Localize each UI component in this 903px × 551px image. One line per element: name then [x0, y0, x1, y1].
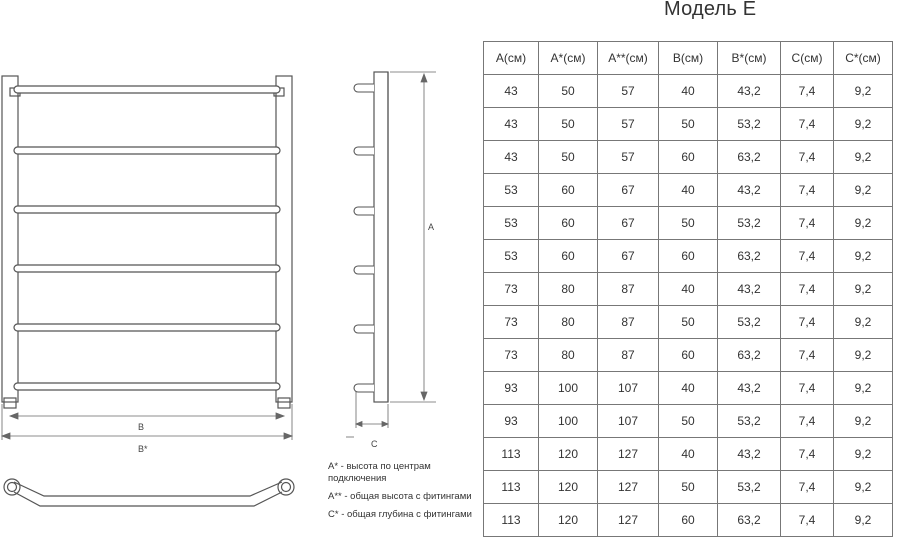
table-row: [484, 273, 893, 306]
table-cell: 7,4: [781, 339, 834, 372]
rung: [14, 86, 280, 93]
table-row: [484, 471, 893, 504]
table-cell: 107: [598, 405, 659, 438]
table-cell: 43: [484, 108, 539, 141]
rung: [14, 147, 280, 154]
dimension-c-label: C: [371, 439, 378, 449]
left-post: [2, 76, 18, 402]
table-cell: 9,2: [834, 174, 893, 207]
column-header: A(см): [484, 42, 539, 75]
table-cell: 40: [659, 273, 718, 306]
table-cell: 53: [484, 174, 539, 207]
table-cell: 40: [659, 372, 718, 405]
table-cell: 7,4: [781, 273, 834, 306]
table-row: [484, 339, 893, 372]
table-cell: 7,4: [781, 108, 834, 141]
table-cell: 60: [539, 207, 598, 240]
table-cell: 50: [659, 405, 718, 438]
table-cell: 57: [598, 141, 659, 174]
table-row: [484, 75, 893, 108]
table-cell: 60: [539, 174, 598, 207]
table-cell: 120: [539, 504, 598, 537]
table-cell: 53: [484, 240, 539, 273]
table-cell: 53,2: [718, 306, 781, 339]
column-header: A*(см): [539, 42, 598, 75]
table-cell: 7,4: [781, 141, 834, 174]
table-cell: 43: [484, 75, 539, 108]
right-post: [276, 76, 292, 402]
table-cell: 50: [539, 108, 598, 141]
table-row: [484, 438, 893, 471]
table-cell: 50: [659, 306, 718, 339]
table-cell: 7,4: [781, 438, 834, 471]
rung: [14, 324, 280, 331]
table-cell: 67: [598, 174, 659, 207]
table-cell: 9,2: [834, 108, 893, 141]
table-row: [484, 141, 893, 174]
table-cell: 50: [539, 141, 598, 174]
table-row: [484, 108, 893, 141]
column-header: C*(см): [834, 42, 893, 75]
table-cell: 60: [659, 504, 718, 537]
table-cell: 9,2: [834, 306, 893, 339]
table-row: [484, 306, 893, 339]
table-row: [484, 207, 893, 240]
note-c-star: C* - общая глубина с фитингами: [328, 509, 472, 520]
table-cell: 7,4: [781, 75, 834, 108]
table-cell: 43,2: [718, 372, 781, 405]
table-cell: 53,2: [718, 207, 781, 240]
table-cell: 127: [598, 438, 659, 471]
table-cell: 7,4: [781, 471, 834, 504]
table-cell: 93: [484, 405, 539, 438]
table-cell: 57: [598, 108, 659, 141]
table-cell: 9,2: [834, 75, 893, 108]
table-cell: 40: [659, 438, 718, 471]
table-cell: 127: [598, 504, 659, 537]
table-cell: 9,2: [834, 372, 893, 405]
table-cell: 80: [539, 306, 598, 339]
table-cell: 67: [598, 240, 659, 273]
table-cell: 50: [659, 108, 718, 141]
table-cell: 9,2: [834, 405, 893, 438]
table-cell: 50: [659, 471, 718, 504]
table-cell: 7,4: [781, 240, 834, 273]
table-cell: 73: [484, 273, 539, 306]
table-cell: 67: [598, 207, 659, 240]
table-cell: 43,2: [718, 174, 781, 207]
table-cell: 93: [484, 372, 539, 405]
rung: [14, 265, 280, 272]
side-view-post: [374, 72, 388, 402]
table-cell: 7,4: [781, 306, 834, 339]
table-cell: 9,2: [834, 240, 893, 273]
table-cell: 50: [539, 75, 598, 108]
table-header-row: [484, 42, 893, 75]
table-cell: 7,4: [781, 174, 834, 207]
table-cell: 9,2: [834, 339, 893, 372]
table-row: [484, 240, 893, 273]
table-cell: 40: [659, 75, 718, 108]
table-cell: 63,2: [718, 339, 781, 372]
table-cell: 127: [598, 471, 659, 504]
table-cell: 80: [539, 273, 598, 306]
table-cell: 73: [484, 339, 539, 372]
table-cell: 7,4: [781, 504, 834, 537]
table-cell: 53: [484, 207, 539, 240]
table-cell: 60: [539, 240, 598, 273]
table-cell: 7,4: [781, 405, 834, 438]
rung: [14, 206, 280, 213]
table-cell: 120: [539, 438, 598, 471]
table-cell: 60: [659, 141, 718, 174]
table-cell: 9,2: [834, 207, 893, 240]
table-cell: 9,2: [834, 141, 893, 174]
dimension-a-label: A: [428, 222, 435, 232]
table-cell: 53,2: [718, 108, 781, 141]
dimension-b-star-label: B*: [138, 444, 148, 454]
page-title: Модель E: [664, 0, 757, 20]
table-cell: 113: [484, 438, 539, 471]
table-cell: 63,2: [718, 141, 781, 174]
table-cell: 57: [598, 75, 659, 108]
column-header: C(см): [781, 42, 834, 75]
notes: [328, 461, 488, 527]
column-header: B(см): [659, 42, 718, 75]
table-cell: 53,2: [718, 405, 781, 438]
table-cell: 43,2: [718, 273, 781, 306]
table-cell: 60: [659, 240, 718, 273]
table-cell: 9,2: [834, 504, 893, 537]
table-cell: 120: [539, 471, 598, 504]
table-cell: 7,4: [781, 207, 834, 240]
table-cell: 7,4: [781, 372, 834, 405]
table-cell: 43,2: [718, 75, 781, 108]
table-cell: 63,2: [718, 504, 781, 537]
table-cell: 9,2: [834, 273, 893, 306]
table-cell: 100: [539, 372, 598, 405]
dimensions-table: [483, 41, 893, 537]
table-cell: 60: [659, 339, 718, 372]
table-cell: 73: [484, 306, 539, 339]
note-a-double-star: A** - общая высота с фитингами: [328, 491, 472, 502]
table-row: [484, 504, 893, 537]
column-header: A**(см): [598, 42, 659, 75]
table-cell: 107: [598, 372, 659, 405]
column-header: B*(см): [718, 42, 781, 75]
table-cell: 9,2: [834, 438, 893, 471]
table-cell: 113: [484, 504, 539, 537]
table-row: [484, 405, 893, 438]
table-cell: 87: [598, 339, 659, 372]
table-cell: 43,2: [718, 438, 781, 471]
table-cell: 113: [484, 471, 539, 504]
table-cell: 53,2: [718, 471, 781, 504]
dimension-b-label: B: [138, 422, 145, 432]
table-row: [484, 174, 893, 207]
table-cell: 87: [598, 306, 659, 339]
table-cell: 80: [539, 339, 598, 372]
table-cell: 43: [484, 141, 539, 174]
table-cell: 87: [598, 273, 659, 306]
table-row: [484, 372, 893, 405]
table-cell: 50: [659, 207, 718, 240]
table-cell: 40: [659, 174, 718, 207]
note-a-star: A* - высота по центрам подключения: [328, 461, 431, 484]
table-cell: 100: [539, 405, 598, 438]
table-cell: 9,2: [834, 471, 893, 504]
rung: [14, 383, 280, 390]
table-cell: 63,2: [718, 240, 781, 273]
